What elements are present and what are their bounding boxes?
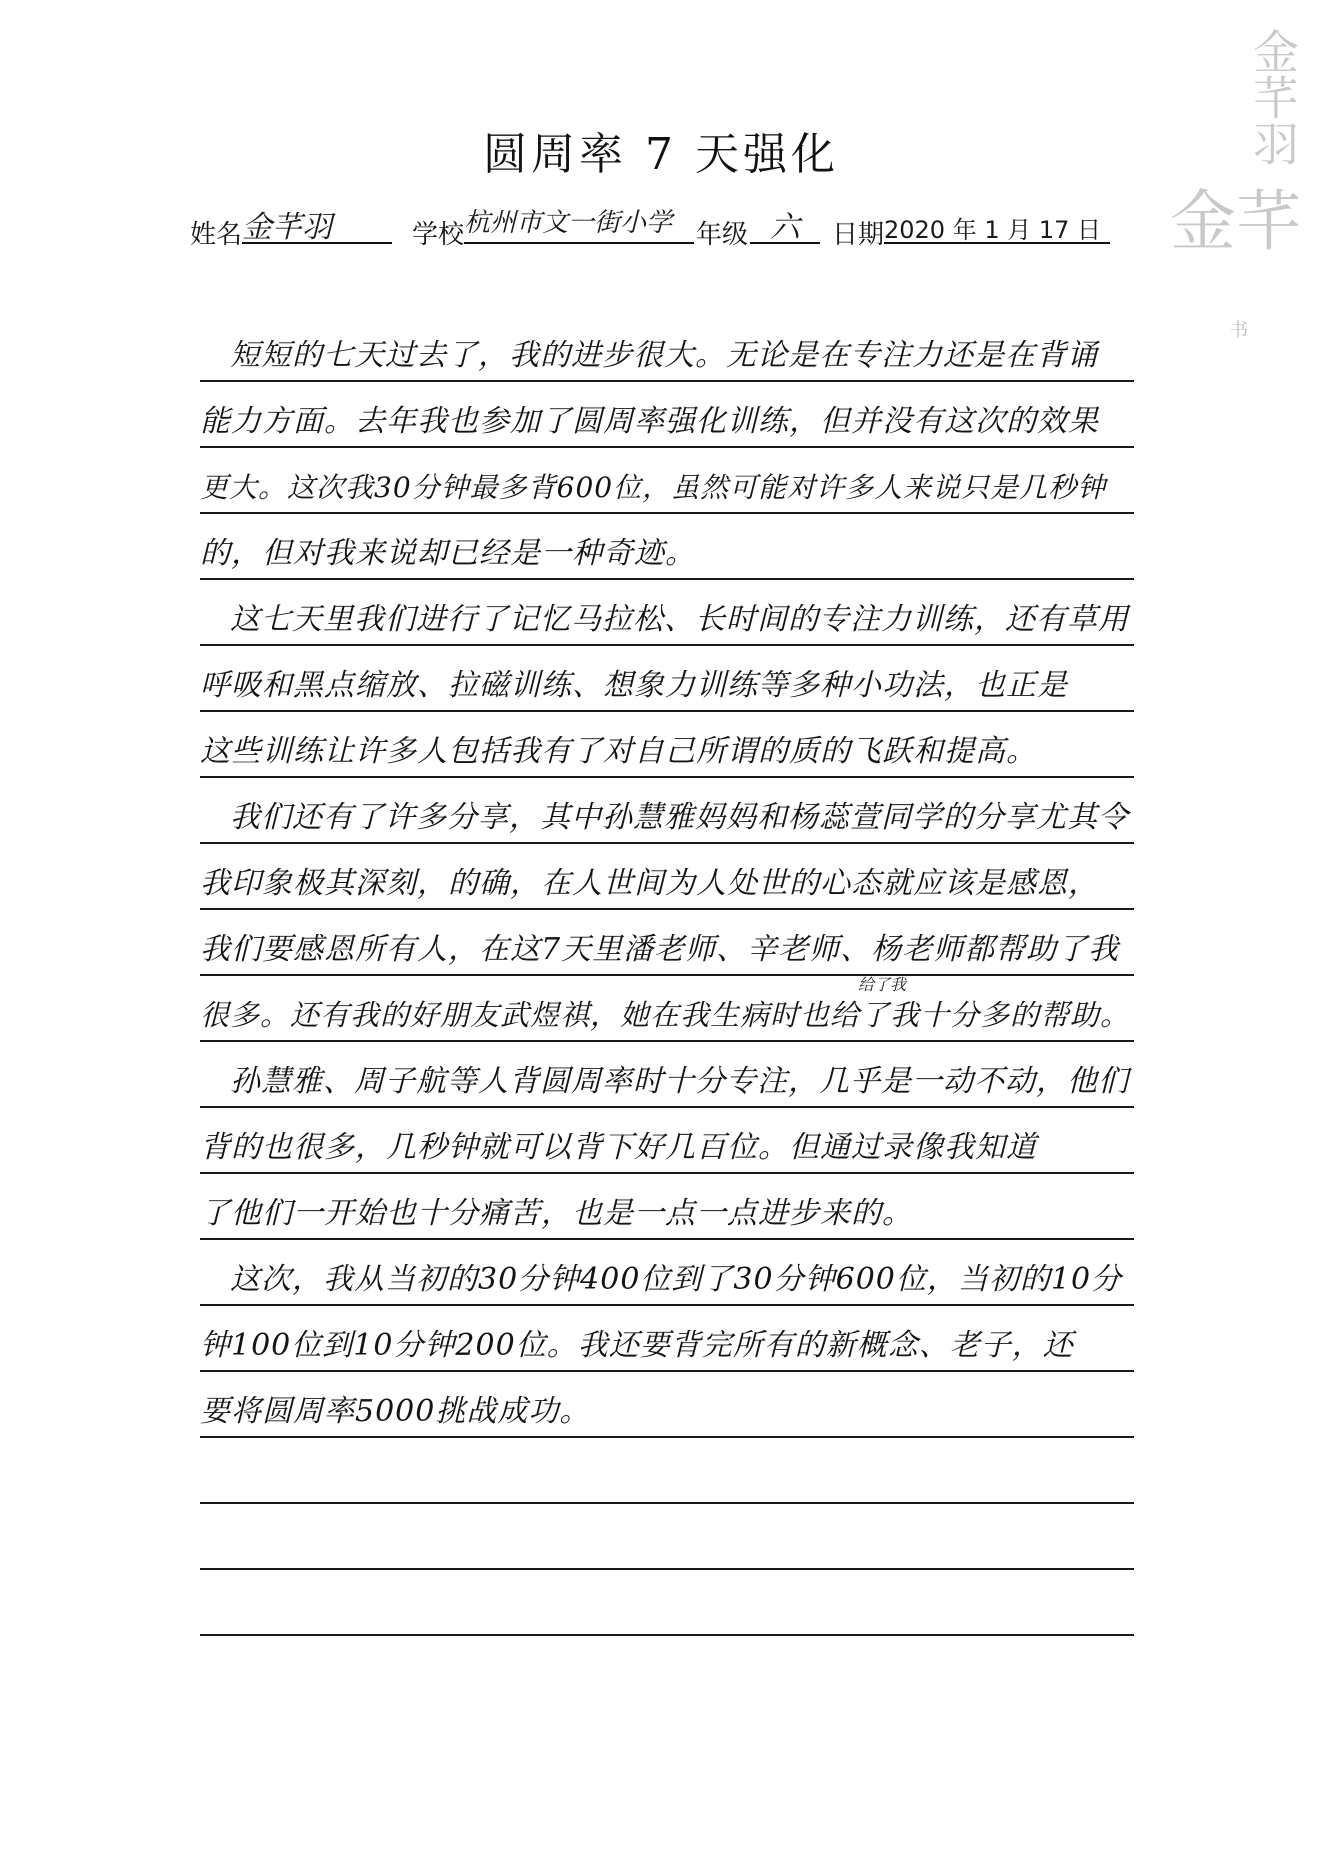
essay-line-text: 能力方面。去年我也参加了圆周率强化训练，但并没有这次的效果: [200, 404, 1099, 439]
grade-value: 六: [750, 202, 820, 244]
name-value: 金芊羽: [242, 202, 392, 244]
essay-line-text: 背的也很多，几秒钟就可以背下好几百位。但通过录像我知道: [200, 1130, 1037, 1165]
essay-line: [200, 1372, 1134, 1438]
name-label: 姓名: [190, 220, 243, 250]
essay-line: [200, 1174, 1134, 1240]
essay-line-text: 我印象极其深刻，的确，在人世间为人处世的心态就应该是感恩，: [200, 866, 1099, 901]
essay-line: [200, 382, 1134, 448]
essay-ruled-lines: [200, 316, 1134, 1636]
essay-line-text: 我们要感恩所有人，在这7天里潘老师、辛老师、杨老师都帮助了我: [200, 932, 1120, 967]
essay-line: [200, 1042, 1134, 1108]
essay-line-text: 更大。这次我30分钟最多背600位，虽然可能对许多人来说只是几秒钟: [200, 471, 1107, 504]
essay-line-text: 呼吸和黑点缩放、拉磁训练、想象力训练等多种小功法，也正是: [200, 668, 1068, 703]
essay-line: [200, 448, 1134, 514]
essay-line: [200, 316, 1134, 382]
essay-line: [200, 1570, 1134, 1636]
school-label: 学校: [412, 220, 465, 250]
essay-line: [200, 844, 1134, 910]
date-label: 日期: [832, 220, 885, 250]
corner-mark-1: 金芊羽: [1246, 28, 1300, 166]
corner-mark-3: 书: [1230, 320, 1248, 341]
essay-line-text: 这次，我从当初的30分钟400位到了30分钟600位，当初的10分: [230, 1262, 1123, 1297]
essay-line: [200, 1240, 1134, 1306]
essay-line-text: 的，但对我来说却已经是一种奇迹。: [200, 536, 696, 571]
essay-line-text: 这七天里我们进行了记忆马拉松、长时间的专注力训练，还有草用: [230, 602, 1129, 637]
corner-mark-2: 金芊: [1170, 183, 1302, 260]
essay-line: [200, 1108, 1134, 1174]
essay-line-text: 钟100位到10分钟200位。我还要背完所有的新概念、老子，还: [200, 1328, 1074, 1363]
essay-line: [200, 580, 1134, 646]
essay-line-text: 短短的七天过去了，我的进步很大。无论是在专注力还是在背诵: [230, 338, 1098, 373]
essay-line-text: 孙慧雅、周子航等人背圆周率时十分专注，几乎是一动不动，他们: [230, 1064, 1129, 1099]
date-value: 2020 年 1 月 17 日: [884, 210, 1110, 244]
essay-line: [200, 1504, 1134, 1570]
essay-line-text: 要将圆周率5000挑战成功。: [200, 1394, 591, 1429]
page-title: 圆周率 7 天强化: [483, 129, 839, 180]
essay-line-text: 我们还有了许多分享，其中孙慧雅妈妈和杨蕊萱同学的分享尤其令: [230, 800, 1129, 835]
essay-line: [200, 712, 1134, 778]
inserted-handwritten-note: 给了我: [858, 975, 907, 994]
essay-line-text: 了他们一开始也十分痛苦，也是一点一点进步来的。: [200, 1196, 913, 1231]
school-value: 杭州市文一街小学: [464, 202, 694, 244]
essay-line: [200, 910, 1134, 976]
essay-line: [200, 976, 1134, 1042]
grade-label: 年级: [696, 220, 749, 250]
essay-line: [200, 1306, 1134, 1372]
essay-line-text: 这些训练让许多人包括我有了对自己所谓的质的飞跃和提高。: [200, 734, 1037, 769]
essay-line: [200, 778, 1134, 844]
essay-line: [200, 514, 1134, 580]
essay-line: [200, 646, 1134, 712]
essay-line: [200, 1438, 1134, 1504]
essay-line-text: 很多。还有我的好朋友武煜祺，她在我生病时也给了我十分多的帮助。: [200, 998, 1131, 1032]
header-info-row: [190, 200, 1150, 250]
